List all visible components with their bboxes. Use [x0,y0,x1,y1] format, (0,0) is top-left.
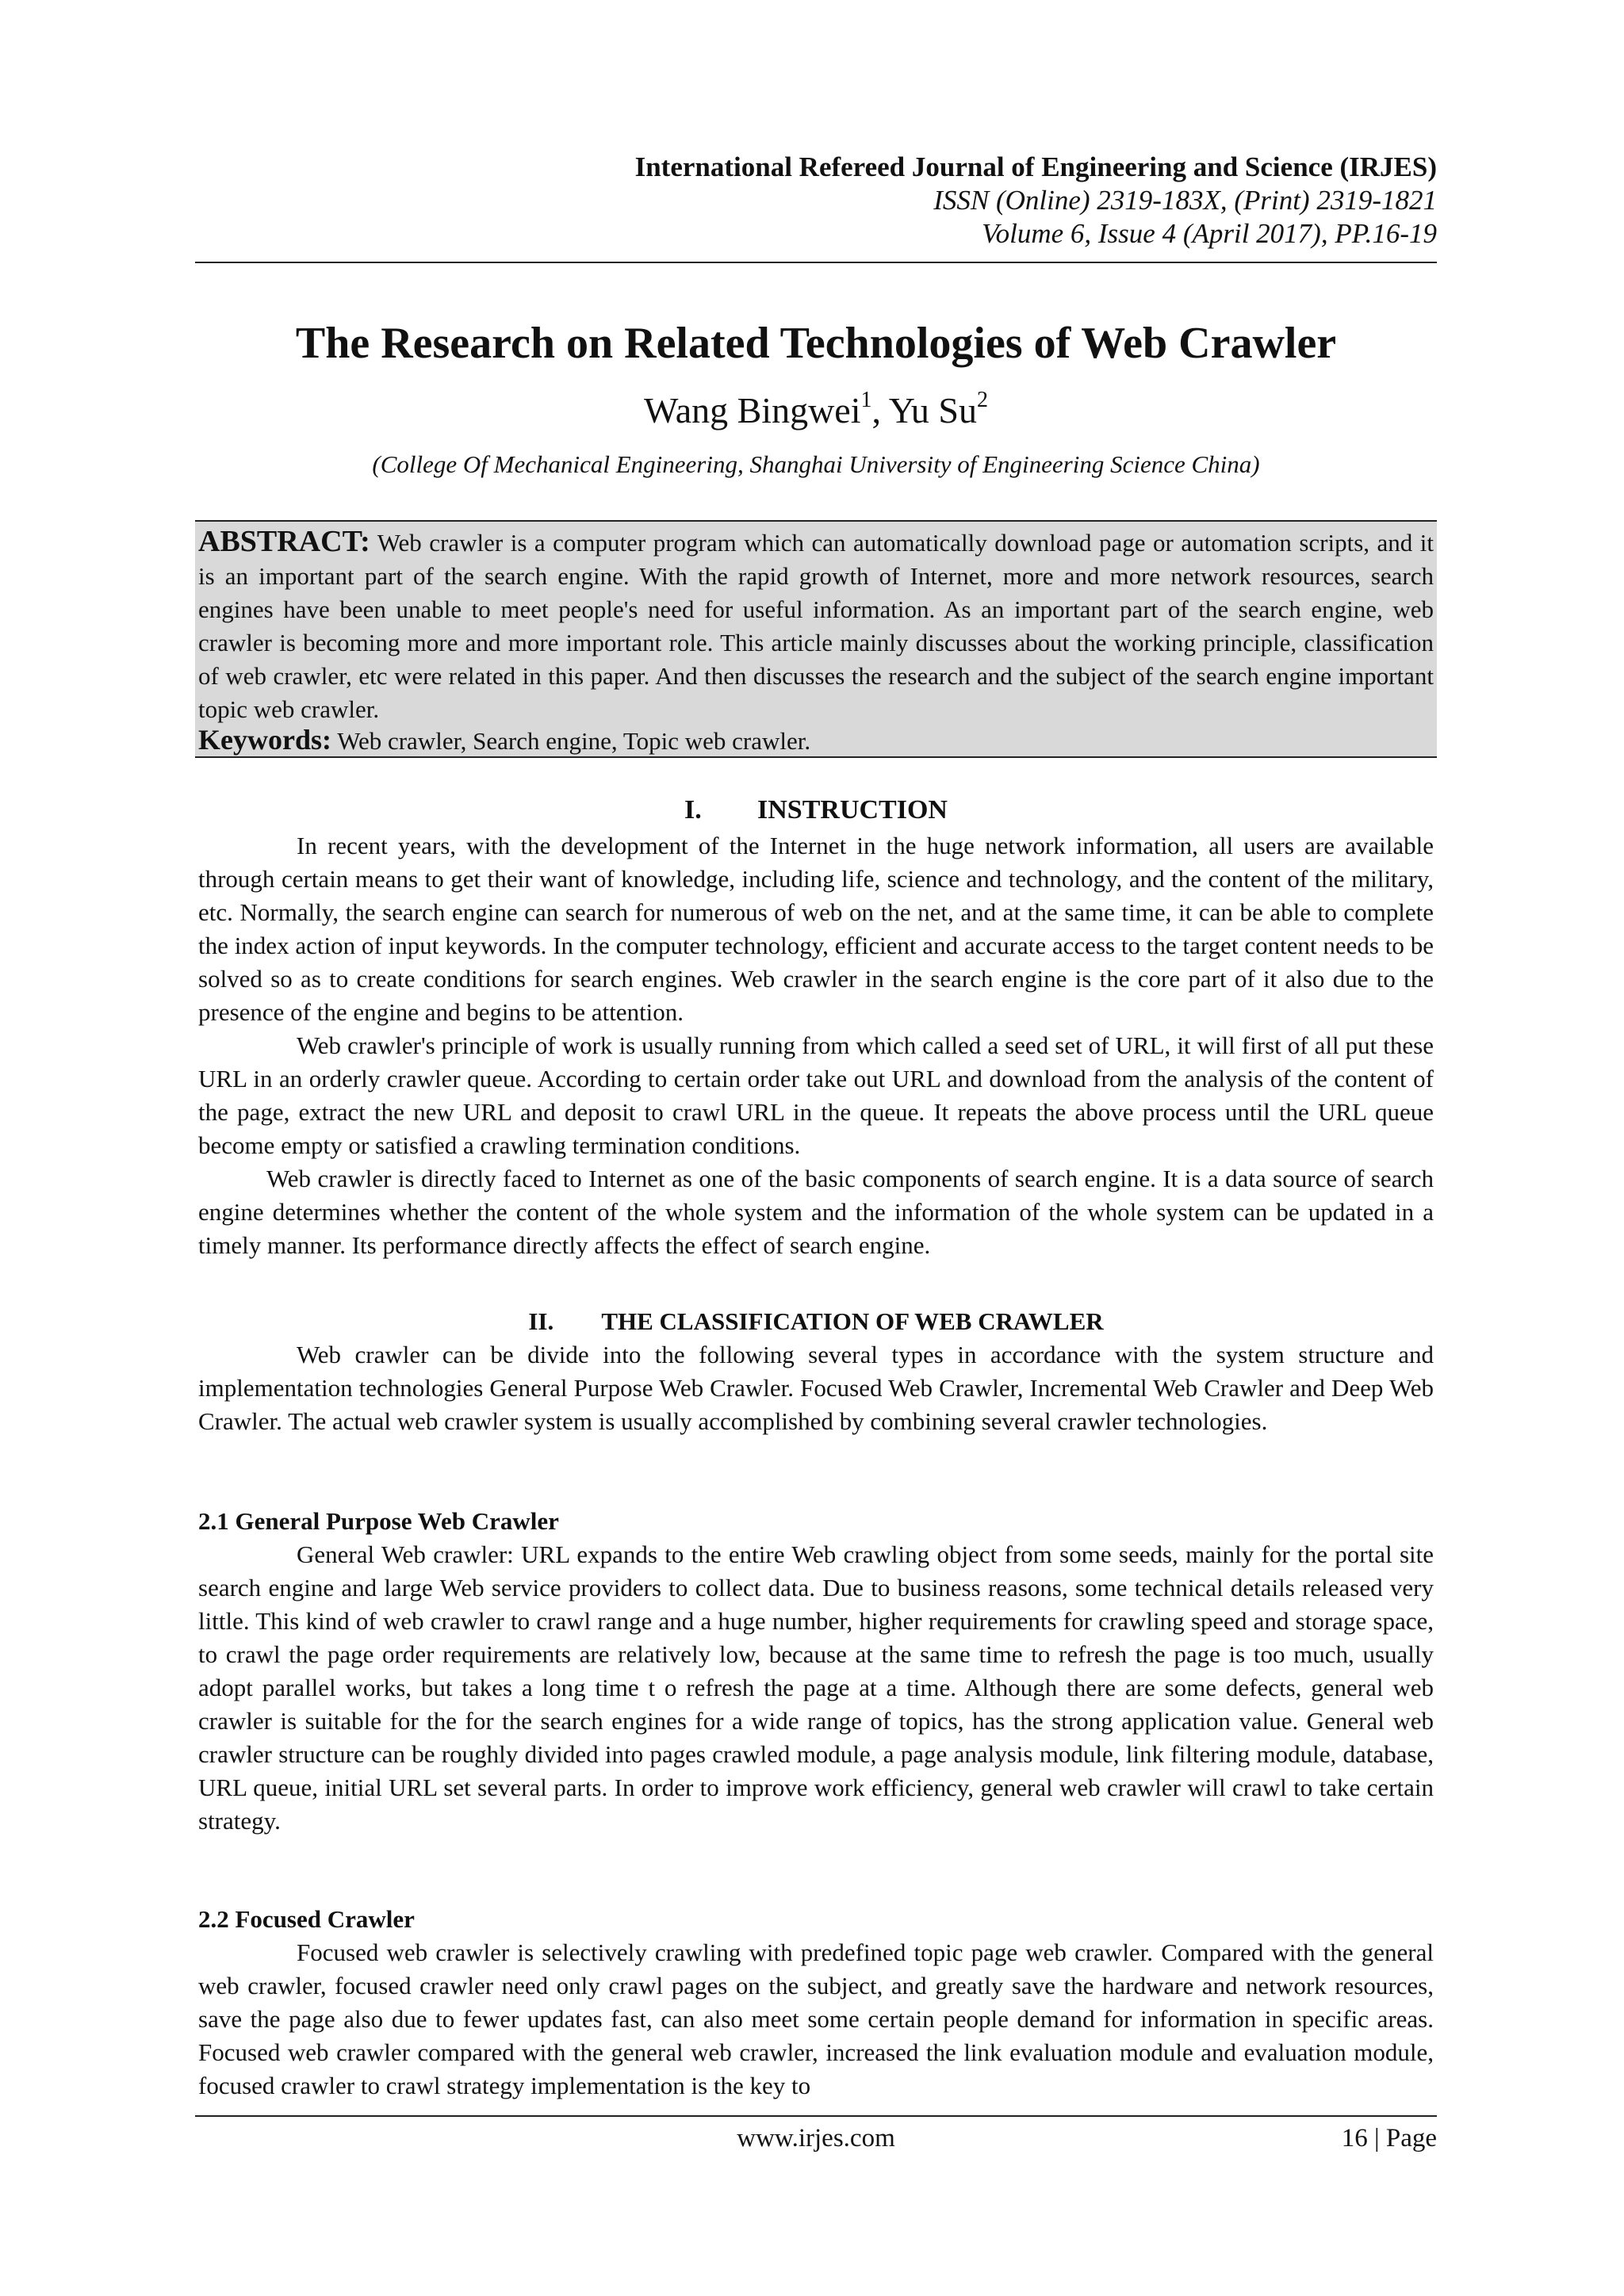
section-1-heading [195,793,1437,828]
section-1-title: INSTRUCTION [757,795,948,825]
section-2-paragraph-1: Web crawler can be divide into the following several types in accordance with the system structure and implementation technologies General Purpose Web Crawler. Focused Web Crawler, Incremental Web Crawler and Deep Web Crawler. The actual web crawler system is usually accomplished by combining several crawler technologies. [198,1341,1434,1435]
section-1-number: I. [684,795,702,825]
section-2-title: THE CLASSIFICATION OF WEB CRAWLER [601,1307,1104,1335]
subsection-2-2-heading: 2.2 Focused Crawler [198,1905,415,1933]
keywords [198,723,1434,758]
affiliation: (College Of Mechanical Engineering, Shanghai University of Engineering Science China) [372,450,1260,478]
subsection-2-1-heading: 2.1 General Purpose Web Crawler [198,1507,559,1535]
author-2: Yu Su [888,390,978,430]
author-line [195,387,1437,434]
keywords-label: Keywords: [198,724,331,756]
journal-name: International Refereed Journal of Engineering and Science (IRJES) [634,151,1437,182]
section-2-heading [195,1305,1437,1338]
author-1-affil-mark: 1 [860,388,872,412]
journal-issn: ISSN (Online) 2319-183X, (Print) 2319-1821 [933,185,1437,216]
subsection-2-1-paragraph-1: General Web crawler: URL expands to the entire Web crawling object from some seeds, mainly for the portal site search engine and large Web service providers to collect data. Due to business reasons, some technical details released very little. This kind of web crawler to crawl range and a huge number, higher requirements for crawling speed and storage space, to crawl the page order requirements are relatively low, because at the same time to refresh the page is too much, usually adopt parallel works, but takes a long time t o refresh the page at a time. Although there are some defects, general web crawler is suitable for the for the search engines for a wide range of topics, has the strong application value. General web crawler structure can be roughly divided into pages crawled module, a page analysis module, link filtering module, database, URL queue, initial URL set several parts. In order to improve work efficiency, general web crawler will crawl to take certain strategy. [198,1540,1434,1835]
author-1: Wang Bingwei [643,390,861,430]
author-2-affil-mark: 2 [977,388,989,412]
footer-rule [195,2115,1437,2117]
footer-website: www.irjes.com [737,2124,895,2152]
section-2-number: II. [528,1307,554,1335]
keywords-body: Web crawler, Search engine, Topic web crawler. [337,727,811,755]
section-1-paragraph-1: In recent years, with the development of the Internet in the huge network information, all users are available through certain means to get their want of knowledge, including life, science and technology, and the content of the military, etc. Normally, the search engine can search for numerous of web on the net, and at the same time, it can be able to complete the index action of input keywords. In the computer technology, efficient and accurate access to the target content needs to be solved so as to create conditions for search engines. Web crawler in the search engine is the core part of it also due to the presence of the engine and begins to be attention. [198,832,1434,1026]
abstract-label: ABSTRACT: [198,525,370,558]
section-1-paragraph-2: Web crawler's principle of work is usually running from which called a seed set of URL, it will first of all put these URL in an orderly crawler queue. According to certain order take out URL and download from the analysis of the content of the page, extract the new URL and deposit to crawl URL in the queue. It repeats the above process until the URL queue become empty or satisfied a crawling termination conditions. [198,1031,1434,1159]
abstract [198,525,1434,726]
subsection-2-2-paragraph-1: Focused web crawler is selectively crawling with predefined topic page web crawler. Compared with the general web crawler, focused crawler need only crawl pages on the subject, and greatly save the hardware and network resources, save the page also due to fewer updates fast, can also meet some certain people demand for information in specific areas. Focused web crawler compared with the general web crawler, increased the link evaluation module and evaluation module, focused crawler to crawl strategy implementation is the key to [198,1938,1434,2099]
header-rule [195,262,1437,263]
journal-header [195,151,1437,251]
footer-page-number: 16 | Page [1341,2124,1437,2152]
abstract-body: Web crawler is a computer program which can automatically download page or automation scripts, and it is an important part of the search engine. With the rapid growth of Internet, more and more network resources, search engines have been unable to meet people's need for useful information. As an important part of the search engine, web crawler is becoming more and more important role. This article mainly discusses about the working principle, classification of web crawler, etc were related in this paper. And then discusses the research and the subject of the search engine important topic web crawler. [198,529,1434,723]
author-separator: , [871,390,889,430]
section-1-paragraph-3: Web crawler is directly faced to Internet as one of the basic components of search engine. It is a data source of search engine determines whether the content of the whole system and the information of the whole system can be updated in a timely manner. Its performance directly affects the effect of search engine. [198,1165,1434,1259]
journal-volume: Volume 6, Issue 4 (April 2017), PP.16-19 [982,218,1437,249]
paper-title: The Research on Related Technologies of Web Crawler [295,319,1337,368]
